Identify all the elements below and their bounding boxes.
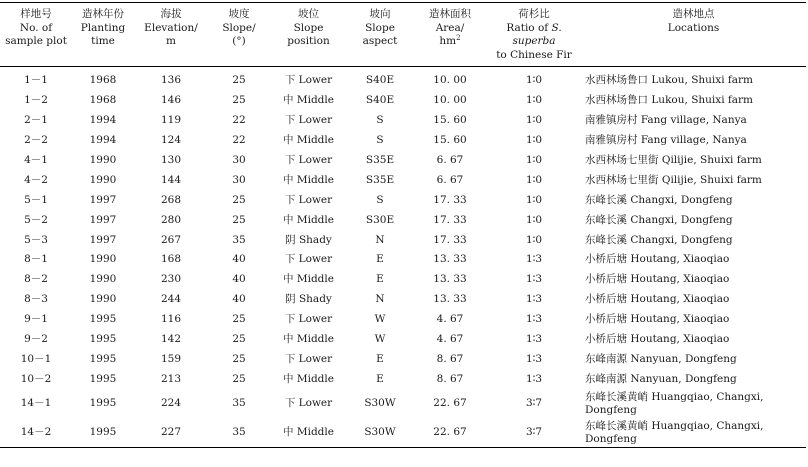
cell-ratio: 1∶0 (525, 233, 543, 246)
table-row (0, 67, 806, 91)
cell-position: 中 Middle (283, 372, 334, 385)
cell-position: 下 Lower (284, 114, 333, 127)
cell-aspect: S (376, 134, 384, 147)
cell-aspect: N (375, 233, 385, 246)
header-slope: 坡度 Slope/ (°) (222, 8, 256, 47)
cell-slope: 22 (232, 134, 246, 147)
header-elevation: 海拔 Elevation/ m (144, 8, 198, 47)
sample-plot-table (0, 2, 806, 448)
cell-slope: 40 (232, 253, 246, 266)
cell-year: 1995 (89, 352, 117, 365)
cell-year: 1990 (89, 273, 117, 286)
header-location: 造林地点 Locations (667, 8, 720, 34)
cell-location: 东峰长溪 Changxi, Dongfeng (585, 193, 733, 206)
cell-elevation: 136 (160, 74, 182, 87)
cell-position: 阴 Shady (285, 233, 332, 246)
table-row (0, 310, 806, 330)
cell-slope: 25 (232, 74, 246, 87)
cell-plot: 2－1 (24, 114, 48, 127)
cell-year: 1990 (89, 154, 117, 166)
cell-ratio: 3∶7 (525, 397, 543, 410)
cell-elevation: 142 (160, 333, 182, 346)
cell-ratio: 1∶3 (525, 313, 543, 326)
cell-aspect: S35E (365, 154, 395, 166)
cell-elevation: 224 (160, 397, 182, 410)
cell-ratio: 3∶7 (525, 426, 543, 439)
cell-elevation: 144 (160, 173, 182, 186)
header-aspect: 坡向 Slope aspect (362, 8, 398, 47)
cell-slope: 25 (232, 352, 246, 365)
cell-plot: 10－2 (20, 372, 52, 385)
cell-year: 1995 (89, 372, 117, 385)
cell-elevation: 230 (160, 273, 182, 286)
table-row (0, 349, 806, 369)
cell-plot: 5－2 (24, 213, 48, 226)
table-row (0, 418, 806, 448)
cell-location: 水西林场七里街 Qilijie, Shuixi farm (585, 173, 762, 186)
cell-location: 东峰长溪 Changxi, Dongfeng (585, 213, 733, 226)
cell-plot: 4－1 (24, 154, 48, 166)
table-row (0, 190, 806, 210)
cell-plot: 5－1 (24, 193, 48, 206)
cell-ratio: 1∶0 (525, 154, 543, 166)
cell-aspect: E (376, 253, 384, 266)
header-position: 坡位 Slope position (287, 8, 330, 47)
cell-aspect: S (376, 114, 384, 127)
cell-area: 6. 67 (436, 173, 464, 186)
cell-location: 南雅镇房村 Fang village, Nanya (585, 114, 747, 127)
cell-elevation: 146 (160, 94, 182, 107)
cell-area: 13. 33 (433, 293, 467, 306)
cell-elevation: 119 (160, 114, 182, 127)
cell-aspect: S30W (364, 397, 396, 410)
cell-aspect: E (376, 273, 384, 286)
cell-slope: 22 (232, 114, 246, 127)
cell-year: 1994 (89, 114, 117, 127)
cell-slope: 30 (232, 154, 246, 166)
cell-position: 下 Lower (284, 193, 333, 206)
cell-position: 阴 Shady (285, 293, 332, 306)
cell-position: 中 Middle (283, 94, 334, 107)
cell-position: 下 Lower (284, 253, 333, 266)
cell-plot: 9－1 (24, 313, 48, 326)
cell-area: 8. 67 (436, 352, 464, 365)
cell-position: 下 Lower (284, 313, 333, 326)
cell-plot: 14－2 (20, 426, 52, 439)
cell-location: 东峰南源 Nanyuan, Dongfeng (585, 352, 737, 365)
cell-location: 小桥后塘 Houtang, Xiaoqiao (585, 313, 730, 326)
cell-elevation: 244 (160, 293, 182, 306)
cell-location: 水西林场鲁口 Lukou, Shuixi farm (585, 94, 754, 107)
cell-plot: 2－2 (24, 134, 48, 147)
cell-area: 15. 60 (433, 134, 467, 147)
cell-slope: 40 (232, 293, 246, 306)
cell-area: 8. 67 (436, 372, 464, 385)
table-row (0, 170, 806, 190)
cell-slope: 35 (232, 233, 246, 246)
cell-year: 1968 (89, 74, 117, 87)
cell-year: 1995 (89, 397, 117, 410)
cell-location: 小桥后塘 Houtang, Xiaoqiao (585, 253, 730, 266)
cell-area: 4. 67 (436, 333, 464, 346)
table-row (0, 330, 806, 350)
cell-area: 17. 33 (433, 213, 467, 226)
table-row (0, 270, 806, 290)
cell-slope: 25 (232, 94, 246, 107)
table-row (0, 210, 806, 230)
table-row (0, 389, 806, 418)
cell-area: 10. 00 (433, 74, 467, 87)
cell-area: 22. 67 (433, 426, 467, 439)
cell-year: 1997 (89, 193, 117, 206)
cell-location: 小桥后塘 Houtang, Xiaoqiao (585, 293, 730, 306)
cell-ratio: 1∶0 (525, 114, 543, 127)
table-row (0, 290, 806, 310)
cell-position: 中 Middle (283, 333, 334, 346)
header-row (0, 3, 806, 67)
cell-location: 南雅镇房村 Fang village, Nanya (585, 134, 747, 147)
cell-plot: 8－1 (24, 253, 48, 266)
cell-elevation: 268 (160, 193, 182, 206)
cell-position: 下 Lower (284, 154, 333, 166)
table-row (0, 91, 806, 111)
cell-plot: 9－2 (24, 333, 48, 346)
cell-slope: 25 (232, 372, 246, 385)
cell-ratio: 1∶0 (525, 213, 543, 226)
cell-elevation: 130 (160, 154, 182, 166)
cell-location: 小桥后塘 Houtang, Xiaoqiao (585, 333, 730, 346)
cell-ratio: 1∶0 (525, 74, 543, 87)
cell-elevation: 280 (160, 213, 182, 226)
cell-aspect: S40E (365, 94, 395, 107)
cell-plot: 5－3 (24, 233, 48, 246)
cell-aspect: E (376, 352, 384, 365)
cell-elevation: 116 (160, 313, 182, 326)
cell-location: 东峰长溪黄峭 Huangqiao, Changxi, Dongfeng (585, 390, 764, 416)
cell-ratio: 1∶0 (525, 173, 543, 186)
cell-ratio: 1∶3 (525, 253, 543, 266)
cell-year: 1995 (89, 426, 117, 439)
cell-elevation: 227 (160, 426, 182, 439)
header-ratio: 荷杉比 Ratio of S. superba to Chinese Fir (496, 8, 572, 61)
cell-area: 13. 33 (433, 253, 467, 266)
header-year: 造林年份 Planting time (80, 8, 126, 47)
cell-aspect: S35E (365, 173, 395, 186)
cell-area: 4. 67 (436, 313, 464, 326)
cell-slope: 35 (232, 426, 246, 439)
cell-aspect: N (375, 293, 385, 306)
cell-slope: 35 (232, 397, 246, 410)
cell-plot: 8－3 (24, 293, 48, 306)
cell-elevation: 267 (160, 233, 182, 246)
header-plot: 样地号 No. of sample plot (5, 8, 67, 47)
cell-position: 下 Lower (284, 397, 333, 410)
cell-year: 1997 (89, 233, 117, 246)
table-row (0, 151, 806, 171)
cell-position: 中 Middle (283, 273, 334, 286)
cell-aspect: W (374, 313, 386, 326)
cell-area: 10. 00 (433, 94, 467, 107)
cell-area: 17. 33 (433, 233, 467, 246)
cell-position: 下 Lower (284, 352, 333, 365)
cell-aspect: E (376, 372, 384, 385)
cell-position: 中 Middle (283, 173, 334, 186)
table-row (0, 230, 806, 250)
cell-plot: 10－1 (20, 352, 52, 365)
cell-slope: 25 (232, 213, 246, 226)
cell-location: 东峰长溪黄峭 Huangqiao, Changxi, Dongfeng (585, 419, 764, 445)
cell-year: 1968 (89, 94, 117, 107)
table-body (0, 67, 806, 448)
cell-plot: 8－2 (24, 273, 48, 286)
cell-plot: 4－2 (24, 173, 48, 186)
cell-area: 17. 33 (433, 193, 467, 206)
cell-plot: 1－1 (24, 74, 48, 87)
cell-area: 22. 67 (433, 397, 467, 410)
cell-position: 中 Middle (283, 426, 334, 439)
cell-location: 水西林场鲁口 Lukou, Shuixi farm (585, 74, 754, 87)
cell-year: 1995 (89, 333, 117, 346)
cell-elevation: 159 (160, 352, 182, 365)
cell-slope: 25 (232, 193, 246, 206)
cell-slope: 25 (232, 313, 246, 326)
cell-elevation: 168 (160, 253, 182, 266)
cell-ratio: 1∶0 (525, 134, 543, 147)
cell-year: 1990 (89, 293, 117, 306)
table-row (0, 111, 806, 131)
cell-slope: 40 (232, 273, 246, 286)
cell-year: 1997 (89, 213, 117, 226)
cell-slope: 25 (232, 333, 246, 346)
header-area: 造林面积 Area/ $hm^2$ (429, 8, 471, 47)
cell-area: 6. 67 (436, 154, 464, 166)
cell-location: 东峰南源 Nanyuan, Dongfeng (585, 372, 737, 385)
table-row (0, 369, 806, 389)
cell-ratio: 1∶0 (525, 193, 543, 206)
cell-aspect: S40E (365, 74, 395, 87)
cell-location: 东峰长溪 Changxi, Dongfeng (585, 233, 733, 246)
cell-location: 小桥后塘 Houtang, Xiaoqiao (585, 273, 730, 286)
cell-area: 15. 60 (433, 114, 467, 127)
table-row (0, 250, 806, 270)
cell-ratio: 1∶3 (525, 273, 543, 286)
cell-ratio: 1∶3 (525, 372, 543, 385)
cell-year: 1990 (89, 253, 117, 266)
table-row (0, 131, 806, 151)
cell-slope: 30 (232, 173, 246, 186)
cell-year: 1994 (89, 134, 117, 147)
cell-position: 中 Middle (283, 213, 334, 226)
cell-year: 1995 (89, 313, 117, 326)
cell-ratio: 1∶0 (525, 94, 543, 107)
cell-elevation: 213 (160, 372, 182, 385)
cell-ratio: 1∶3 (525, 333, 543, 346)
cell-elevation: 124 (160, 134, 182, 147)
cell-year: 1990 (89, 173, 117, 186)
cell-plot: 1－2 (24, 94, 48, 107)
cell-position: 下 Lower (284, 74, 333, 87)
cell-ratio: 1∶3 (525, 352, 543, 365)
cell-ratio: 1∶3 (525, 293, 543, 306)
cell-aspect: S (376, 193, 384, 206)
cell-area: 13. 33 (433, 273, 467, 286)
cell-aspect: W (374, 333, 386, 346)
cell-aspect: S30E (365, 213, 395, 226)
cell-aspect: S30W (364, 426, 396, 439)
cell-location: 水西林场七里街 Qilijie, Shuixi farm (585, 154, 762, 166)
cell-position: 中 Middle (283, 134, 334, 147)
cell-plot: 14－1 (20, 397, 52, 410)
